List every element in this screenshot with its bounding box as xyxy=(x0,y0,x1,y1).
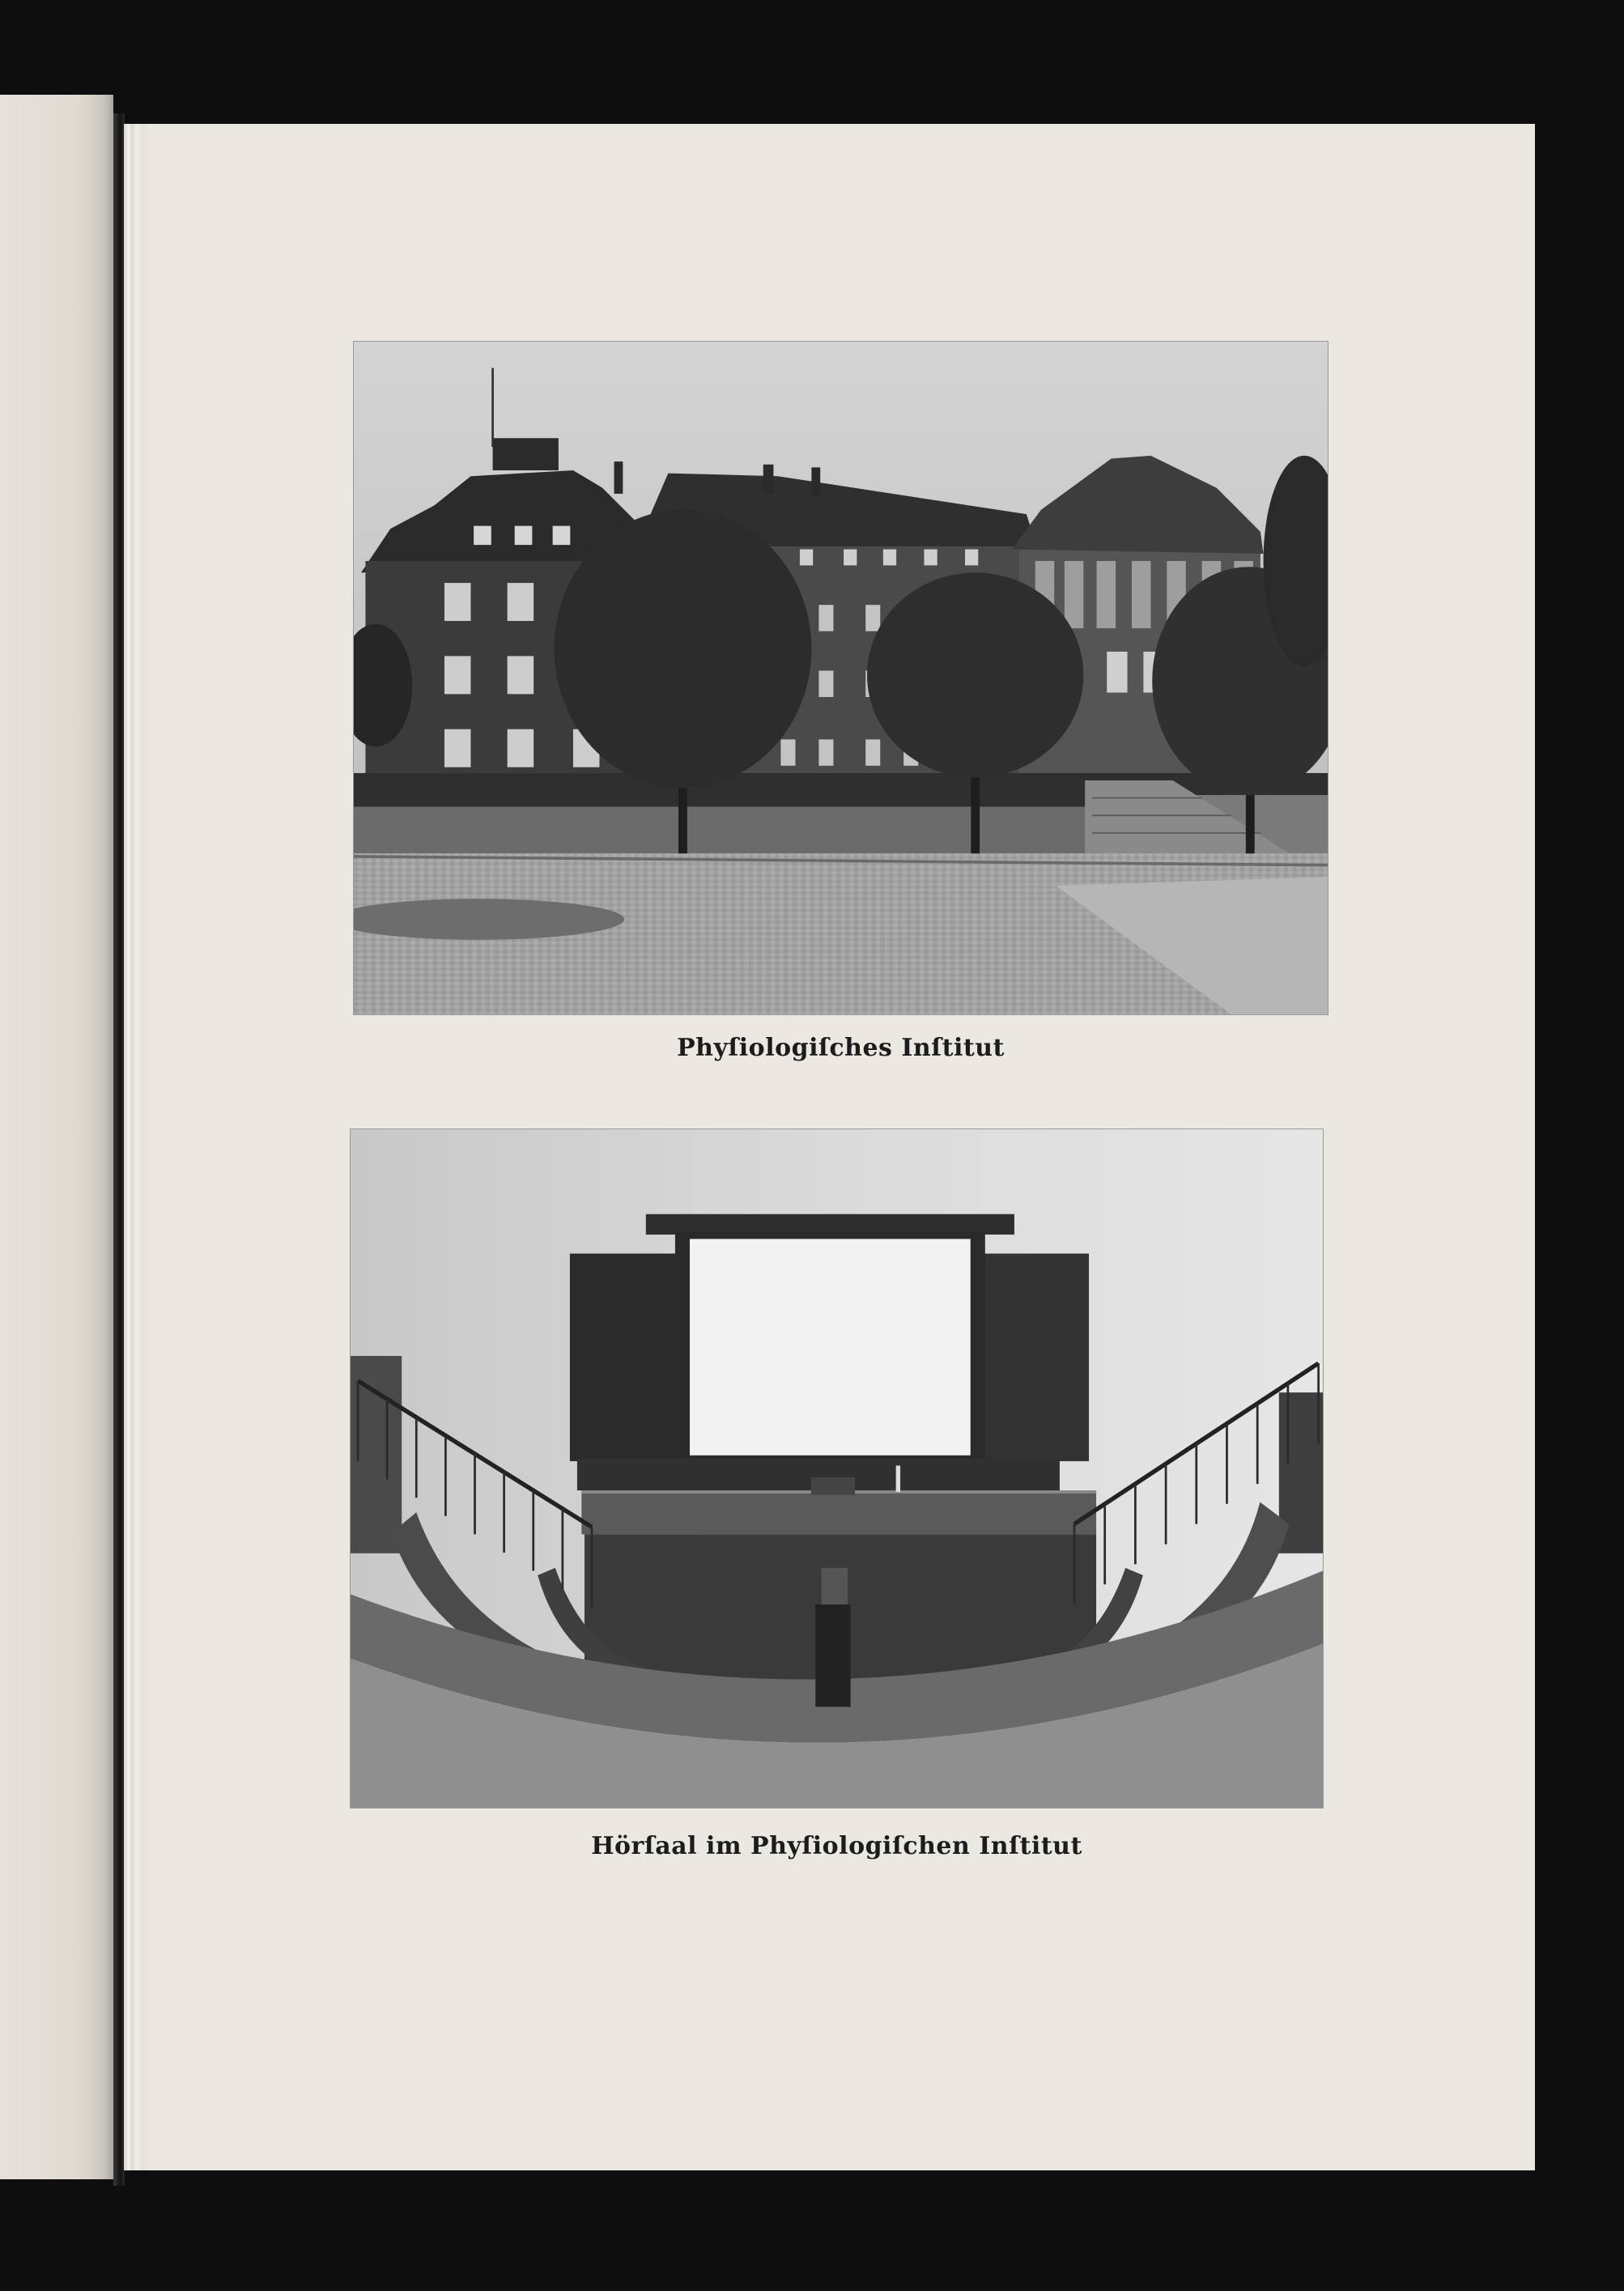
chair-seat xyxy=(822,1568,848,1609)
lecture-hall-photo-image xyxy=(351,1129,1323,1808)
dormer-window xyxy=(924,550,937,566)
tower-window xyxy=(1065,561,1083,628)
cobblestone-square xyxy=(354,853,1328,1014)
chimney xyxy=(614,461,623,494)
chimney xyxy=(811,467,820,496)
window xyxy=(865,605,880,631)
building-photo-image xyxy=(354,342,1328,1014)
photo-physiological-institute-building xyxy=(354,342,1328,1014)
dormer-window xyxy=(965,550,978,566)
page-stack-edges xyxy=(124,124,151,2170)
tower-window xyxy=(1097,561,1116,628)
photo-lecture-hall xyxy=(351,1129,1323,1808)
tree-crown xyxy=(867,572,1083,777)
window xyxy=(444,729,471,767)
rooftop-structure xyxy=(493,438,559,470)
tree-crown xyxy=(554,510,811,788)
table-object xyxy=(811,1477,855,1495)
dormer-window xyxy=(800,550,813,566)
chair-base xyxy=(815,1605,850,1707)
dormer-window xyxy=(553,526,571,545)
table-stand xyxy=(896,1465,900,1492)
window xyxy=(818,670,833,697)
right-page xyxy=(124,124,1535,2170)
window xyxy=(1107,652,1127,693)
dormer-window xyxy=(883,550,896,566)
window xyxy=(865,739,880,766)
table-front xyxy=(581,1490,1096,1534)
tower-window xyxy=(1132,561,1150,628)
book-spine-gutter xyxy=(113,113,125,2186)
window xyxy=(444,583,471,621)
caption-lecture-hall: Hörſaal im Phyſiologiſchen Inſtitut xyxy=(591,1832,1082,1860)
caption-physiological-institute: Phyſiologiſches Inſtitut xyxy=(677,1034,1005,1062)
window xyxy=(508,656,534,694)
chimney xyxy=(763,465,774,494)
window xyxy=(444,656,471,694)
window xyxy=(508,583,534,621)
dormer-window xyxy=(844,550,857,566)
left-page-edge xyxy=(0,95,113,2179)
dormer-window xyxy=(515,526,533,545)
blackboard-assembly xyxy=(570,1214,1089,1490)
projection-screen xyxy=(690,1239,971,1455)
window xyxy=(780,739,795,766)
window xyxy=(818,605,833,631)
dormer-window xyxy=(474,526,491,545)
retaining-wall xyxy=(354,806,1099,853)
blackboard-top-bar xyxy=(646,1214,1014,1235)
window xyxy=(818,739,833,766)
window xyxy=(508,729,534,767)
